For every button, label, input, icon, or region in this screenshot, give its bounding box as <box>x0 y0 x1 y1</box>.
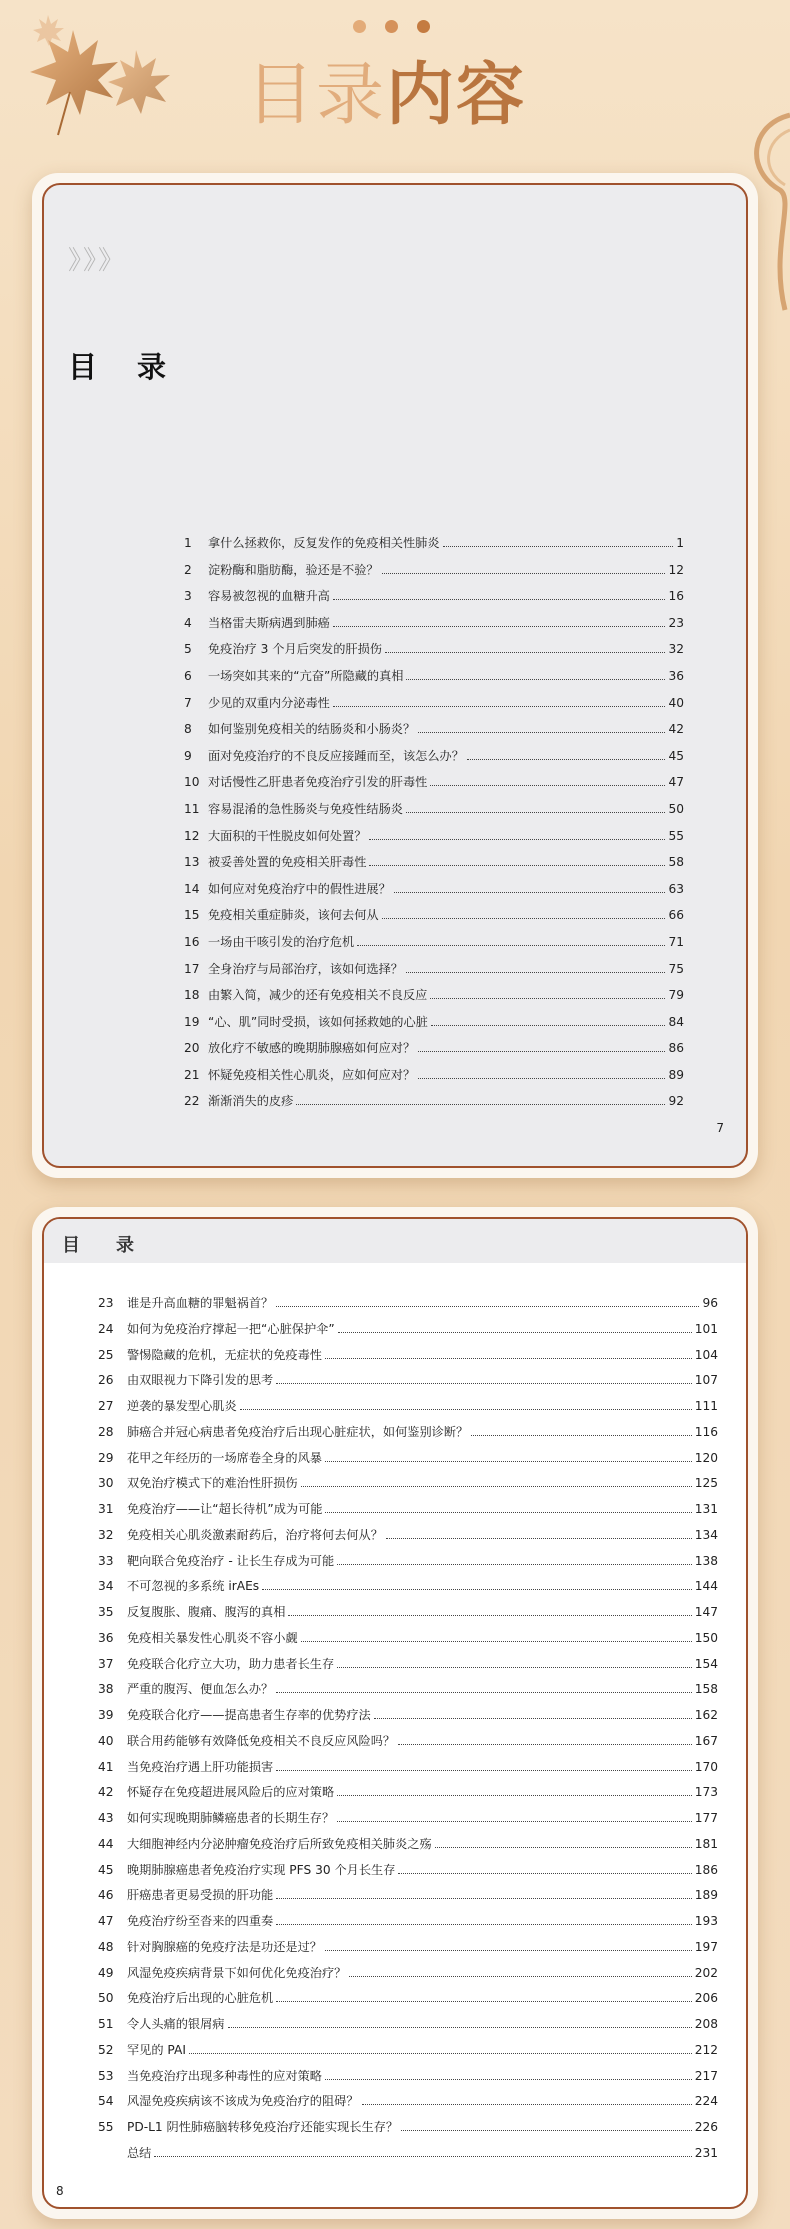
toc-entry-number: 28 <box>98 1424 114 1439</box>
toc-entry-title: 针对胸腺癌的免疫疗法是功还是过？ <box>127 1939 322 1954</box>
toc-entry-title: 不可忽视的多系统 irAEs <box>127 1579 260 1594</box>
toc-entry[interactable] <box>98 1832 718 1858</box>
toc-entry[interactable] <box>184 557 684 584</box>
toc-entry-title: 免疫联合化疗——提高患者生存率的优势疗法 <box>127 1708 371 1722</box>
toc-entry-number: 44 <box>98 1836 114 1851</box>
toc-entry-page: 12 <box>668 562 684 577</box>
toc-entry-title: 当免疫治疗遇上肝功能损害 <box>127 1759 274 1774</box>
toc-entry-page: 125 <box>694 1476 718 1491</box>
toc-entry-number: 14 <box>184 881 200 896</box>
toc-entry-page: 147 <box>694 1605 718 1619</box>
toc-list <box>98 1291 718 2167</box>
toc-entry-page: 55 <box>668 828 684 843</box>
toc-entry-title: 肺癌合并冠心病患者免疫治疗后出现心脏症状，如何鉴别诊断？ <box>127 1424 469 1439</box>
toc-entry-number: 1 <box>184 536 192 550</box>
toc-entry-page: 89 <box>668 1067 684 1082</box>
toc-entry[interactable] <box>184 956 684 983</box>
toc-entry[interactable] <box>98 2038 718 2064</box>
toc-entry-number: 35 <box>98 1605 114 1619</box>
toc-leader-dots <box>337 1667 692 1668</box>
toc-entry-page: 177 <box>694 1811 718 1825</box>
toc-entry-page: 167 <box>694 1733 718 1748</box>
toc-leader-dots <box>228 2027 692 2028</box>
toc-entry-title: 总结 <box>127 2145 152 2160</box>
toc-entry-number: 52 <box>98 2042 114 2057</box>
toc-entry-page: 40 <box>668 695 684 710</box>
toc-leader-dots <box>338 1332 692 1333</box>
toc-list <box>184 530 684 1115</box>
toc-entry-number: 45 <box>98 1862 114 1877</box>
toc-leader-dots <box>385 652 666 653</box>
toc-leader-dots <box>301 1486 692 1487</box>
toc-entry[interactable] <box>98 1497 718 1523</box>
toc-leader-dots <box>276 1770 691 1771</box>
toc-entry[interactable] <box>184 690 684 717</box>
toc-entry-title: 肝癌患者更易受损的肝功能 <box>127 1888 274 1903</box>
toc-entry-page: 202 <box>694 1965 718 1980</box>
toc-entry[interactable] <box>98 1935 718 1961</box>
toc-leader-dots <box>430 998 665 999</box>
toc-entry-page: 134 <box>694 1527 718 1542</box>
toc-entry-number: 36 <box>98 1630 114 1645</box>
toc-entry-page: 217 <box>694 2068 718 2083</box>
toc-title: 目录 <box>62 1235 170 1256</box>
toc-entry[interactable] <box>98 1961 718 1987</box>
chevron-decoration-icon: 》》》 <box>68 246 127 276</box>
toc-entry[interactable] <box>184 823 684 850</box>
toc-leader-dots <box>467 759 666 760</box>
toc-leader-dots <box>262 1589 692 1590</box>
toc-entry-page: 162 <box>694 1708 718 1722</box>
toc-entry[interactable] <box>98 1703 718 1729</box>
toc-entry-page: 107 <box>694 1373 718 1388</box>
toc-entry-title: 靶向联合免疫治疗 - 让长生存成为可能 <box>127 1553 335 1568</box>
toc-entry-title: 大面积的干性脱皮如何处置？ <box>208 828 367 843</box>
toc-entry[interactable] <box>184 982 684 1009</box>
toc-entry-page: 66 <box>668 908 684 923</box>
toc-entry-number: 24 <box>98 1321 114 1336</box>
toc-entry-page: 150 <box>694 1630 718 1645</box>
toc-entry-title: 严重的腹泻、便血怎么办？ <box>127 1682 274 1697</box>
toc-entry-page: 181 <box>694 1836 718 1851</box>
toc-entry[interactable] <box>98 1394 718 1420</box>
toc-entry-number: 48 <box>98 1939 114 1954</box>
toc-entry[interactable] <box>98 1446 718 1472</box>
toc-leader-dots <box>406 812 665 813</box>
toc-leader-dots <box>337 1821 692 1822</box>
toc-entry-number: 55 <box>98 2120 114 2134</box>
toc-entry[interactable] <box>184 1088 684 1115</box>
toc-leader-dots <box>276 1306 699 1307</box>
toc-entry-title: 免疫治疗纷至沓来的四重奏 <box>127 1914 274 1928</box>
toc-leader-dots <box>369 865 665 866</box>
toc-leader-dots <box>154 2156 691 2157</box>
toc-entry-title: 如何为免疫治疗撑起一把“心脏保护伞” <box>127 1321 335 1336</box>
toc-leader-dots <box>418 1051 665 1052</box>
toc-entry-title: 风湿免疫疾病该不该成为免疫治疗的阻碍？ <box>127 2094 359 2109</box>
toc-leader-dots <box>276 1383 691 1384</box>
toc-entry-title: 淀粉酶和脂肪酶，验还是不验？ <box>208 562 379 577</box>
toc-entry-number: 23 <box>98 1296 114 1310</box>
toc-entry-number: 46 <box>98 1888 114 1903</box>
toc-entry-page: 84 <box>668 1014 684 1029</box>
toc-entry-number: 27 <box>98 1399 114 1413</box>
toc-entry-title: 一场突如其来的“亢奋”所隐藏的真相 <box>208 668 404 683</box>
toc-entry[interactable] <box>184 1035 684 1062</box>
toc-leader-dots <box>349 1976 691 1977</box>
toc-entry-page: 23 <box>668 615 684 630</box>
toc-entry-page: 101 <box>694 1321 718 1336</box>
toc-entry-page: 186 <box>694 1862 718 1877</box>
toc-entry-title: 罕见的 PAI <box>127 2042 186 2057</box>
toc-entry[interactable] <box>98 1677 718 1703</box>
toc-entry-number: 18 <box>184 988 200 1003</box>
toc-entry-number: 7 <box>184 695 192 710</box>
toc-entry[interactable] <box>98 1652 718 1678</box>
toc-entry[interactable] <box>98 1626 718 1652</box>
toc-entry-title: 少见的双重内分泌毒性 <box>208 695 330 710</box>
toc-entry-number: 31 <box>98 1502 114 1516</box>
toc-leader-dots <box>443 546 674 547</box>
toc-entry-number: 50 <box>98 1991 114 2006</box>
toc-entry-title: 免疫治疗——让“超长待机”成为可能 <box>127 1502 323 1516</box>
toc-entry-page: 47 <box>668 775 684 790</box>
toc-entry-page: 71 <box>668 934 684 949</box>
toc-entry-page: 92 <box>668 1094 684 1109</box>
decorative-dots <box>353 20 430 33</box>
toc-leader-dots <box>398 1744 692 1745</box>
toc-header-band <box>44 1219 746 1263</box>
toc-leader-dots <box>406 679 665 680</box>
toc-entry[interactable] <box>98 1471 718 1497</box>
toc-entry-title: 免疫相关重症肺炎，该何去何从 <box>208 908 379 923</box>
toc-entry-page: 42 <box>668 722 684 737</box>
toc-entry-number: 11 <box>184 801 200 816</box>
toc-entry[interactable] <box>184 663 684 690</box>
toc-entry-number: 37 <box>98 1656 114 1671</box>
toc-entry-title: 花甲之年经历的一场席卷全身的风暴 <box>127 1450 322 1465</box>
toc-leader-dots <box>325 1950 692 1951</box>
toc-entry-number: 10 <box>184 775 200 790</box>
page-number: 8 <box>56 2184 64 2198</box>
toc-leader-dots <box>418 1078 665 1079</box>
toc-entry-title: 由双眼视力下降引发的思考 <box>127 1373 274 1388</box>
page-header <box>0 0 790 170</box>
toc-entry-page: 120 <box>694 1450 718 1465</box>
toc-entry-title: 双免治疗模式下的难治性肝损伤 <box>127 1476 298 1491</box>
toc-entry-number: 54 <box>98 2094 114 2109</box>
toc-entry[interactable] <box>98 1317 718 1343</box>
toc-entry-page: 58 <box>668 855 684 870</box>
toc-leader-dots <box>325 1358 692 1359</box>
toc-leader-dots <box>276 1898 691 1899</box>
toc-entry[interactable] <box>98 1420 718 1446</box>
toc-entry-page: 16 <box>668 589 684 604</box>
toc-entry-title: 谁是升高血糖的罪魁祸首？ <box>127 1296 274 1310</box>
toc-leader-dots <box>394 892 666 893</box>
toc-leader-dots <box>382 918 666 919</box>
toc-entry-number: 49 <box>98 1965 114 1980</box>
toc-entry-page: 75 <box>668 961 684 976</box>
toc-entry-page: 154 <box>694 1656 718 1671</box>
toc-entry-page: 45 <box>668 748 684 763</box>
toc-entry-page: 32 <box>668 642 684 657</box>
page-heading <box>246 56 527 135</box>
toc-entry-title: 免疫治疗后出现的心脏危机 <box>127 1991 274 2006</box>
toc-entry-number: 41 <box>98 1759 114 1774</box>
toc-page-1 <box>42 183 748 1168</box>
toc-entry-title: 容易被忽视的血糖升高 <box>208 589 330 604</box>
toc-entry-number: 8 <box>184 722 192 737</box>
toc-entry-page: 224 <box>694 2094 718 2109</box>
toc-leader-dots <box>276 2001 691 2002</box>
toc-entry-page: 173 <box>694 1785 718 1800</box>
toc-leader-dots <box>276 1692 691 1693</box>
toc-entry-page: 63 <box>668 881 684 896</box>
toc-entry[interactable] <box>98 1343 718 1369</box>
toc-leader-dots <box>301 1641 692 1642</box>
toc-leader-dots <box>325 1461 692 1462</box>
toc-entry[interactable] <box>184 849 684 876</box>
toc-leader-dots <box>288 1615 691 1616</box>
toc-entry[interactable] <box>184 610 684 637</box>
toc-leader-dots <box>471 1435 691 1436</box>
toc-entry-number: 40 <box>98 1733 114 1748</box>
toc-entry-number: 43 <box>98 1811 114 1825</box>
toc-leader-dots <box>325 1512 691 1513</box>
toc-entry-number: 19 <box>184 1014 200 1029</box>
toc-entry-title: 如何鉴别免疫相关的结肠炎和小肠炎？ <box>208 722 416 737</box>
toc-entry[interactable] <box>98 1858 718 1884</box>
toc-entry-page: 50 <box>668 801 684 816</box>
toc-entry-title: 晚期肺腺癌患者免疫治疗实现 PFS 30 个月长生存 <box>127 1862 396 1877</box>
toc-entry[interactable] <box>98 2012 718 2038</box>
toc-entry-page: 212 <box>694 2042 718 2057</box>
toc-entry-title: 全身治疗与局部治疗，该如何选择？ <box>208 961 403 976</box>
toc-entry[interactable] <box>98 2115 718 2141</box>
toc-entry-number: 12 <box>184 828 200 843</box>
toc-leader-dots <box>430 785 665 786</box>
toc-entry-number: 13 <box>184 855 200 870</box>
toc-leader-dots <box>406 972 665 973</box>
toc-leader-dots <box>240 1409 692 1410</box>
toc-leader-dots <box>333 626 666 627</box>
toc-entry-title: 一场由干咳引发的治疗危机 <box>208 934 355 949</box>
toc-entry[interactable] <box>98 1523 718 1549</box>
heading-bold-text: 内容 <box>386 56 527 135</box>
toc-entry[interactable] <box>98 1909 718 1935</box>
toc-entry[interactable] <box>98 1574 718 1600</box>
toc-entry-title: “心、肌”同时受损，该如何拯救她的心脏 <box>208 1014 428 1029</box>
toc-entry-title: PD-L1 阴性肺癌脑转移免疫治疗还能实现长生存？ <box>127 2120 399 2134</box>
toc-entry[interactable] <box>184 530 684 557</box>
toc-entry-title: 免疫相关心肌炎激素耐药后，治疗将何去何从？ <box>127 1527 383 1542</box>
toc-entry[interactable] <box>184 743 684 770</box>
toc-entry-number: 17 <box>184 961 200 976</box>
toc-entry-number: 22 <box>184 1094 200 1109</box>
toc-leader-dots <box>431 1025 666 1026</box>
toc-entry-title: 放化疗不敏感的晚期肺腺癌如何应对？ <box>208 1041 416 1056</box>
toc-entry-number: 25 <box>98 1347 114 1362</box>
toc-entry-title: 令人头痛的银屑病 <box>127 2017 225 2031</box>
toc-entry-page: 96 <box>702 1296 718 1310</box>
toc-leader-dots <box>333 706 666 707</box>
toc-entry[interactable] <box>98 1368 718 1394</box>
toc-entry-title: 联合用药能够有效降低免疫相关不良反应风险吗？ <box>127 1733 396 1748</box>
toc-entry-page: 116 <box>694 1424 718 1439</box>
toc-entry[interactable] <box>184 929 684 956</box>
toc-entry-title: 对话慢性乙肝患者免疫治疗引发的肝毒性 <box>208 775 428 790</box>
toc-title: 目录 <box>68 350 207 384</box>
toc-entry-title: 如何应对免疫治疗中的假性进展？ <box>208 881 391 896</box>
toc-entry-page: 36 <box>668 668 684 683</box>
toc-entry-title: 面对免疫治疗的不良反应接踵而至，该怎么办？ <box>208 748 464 763</box>
toc-entry-title: 拿什么拯救你，反复发作的免疫相关性肺炎 <box>208 536 440 550</box>
toc-entry-title: 容易混淆的急性肠炎与免疫性结肠炎 <box>208 801 403 816</box>
toc-page-card-1 <box>32 173 758 1178</box>
toc-page-card-2 <box>32 1207 758 2219</box>
toc-entry[interactable] <box>184 796 684 823</box>
toc-entry-number: 16 <box>184 934 200 949</box>
toc-entry-page: 79 <box>668 988 684 1003</box>
toc-leader-dots <box>362 2104 692 2105</box>
toc-entry[interactable] <box>98 2089 718 2115</box>
toc-entry-number: 9 <box>184 748 192 763</box>
toc-entry[interactable] <box>98 1780 718 1806</box>
toc-leader-dots <box>401 2130 692 2131</box>
toc-entry-number: 26 <box>98 1373 114 1388</box>
toc-entry-number: 15 <box>184 908 200 923</box>
toc-entry[interactable] <box>184 636 684 663</box>
toc-leader-dots <box>386 1538 692 1539</box>
toc-entry-page: 206 <box>694 1991 718 2006</box>
toc-entry-number: 29 <box>98 1450 114 1465</box>
toc-leader-dots <box>337 1564 692 1565</box>
maple-leaf-icon <box>18 10 178 140</box>
toc-entry-page: 226 <box>694 2120 718 2134</box>
toc-entry-title: 怀疑免疫相关性心肌炎，应如何应对？ <box>208 1067 416 1082</box>
toc-entry-page: 104 <box>694 1347 718 1362</box>
toc-entry-page: 144 <box>694 1579 718 1594</box>
toc-leader-dots <box>398 1873 691 1874</box>
toc-entry-page: 138 <box>694 1553 718 1568</box>
toc-entry-page: 193 <box>694 1914 718 1928</box>
toc-entry[interactable] <box>98 1883 718 1909</box>
toc-entry-title: 渐渐消失的皮疹 <box>208 1094 294 1109</box>
toc-leader-dots <box>382 573 666 574</box>
toc-entry-title: 免疫治疗 3 个月后突发的肝损伤 <box>208 642 382 657</box>
toc-entry-number: 6 <box>184 668 192 683</box>
toc-entry-page: 86 <box>668 1041 684 1056</box>
toc-entry-title: 被妥善处置的免疫相关肝毒性 <box>208 855 367 870</box>
toc-entry-title: 免疫相关暴发性心肌炎不容小觑 <box>127 1630 298 1645</box>
toc-entry-number: 38 <box>98 1682 114 1697</box>
toc-entry-number: 4 <box>184 615 192 630</box>
toc-entry-page: 197 <box>694 1939 718 1954</box>
toc-entry-number: 42 <box>98 1785 114 1800</box>
heading-light-text: 目录 <box>246 56 387 135</box>
toc-entry-title: 警惕隐藏的危机，无症状的免疫毒性 <box>127 1347 322 1362</box>
toc-leader-dots <box>369 839 665 840</box>
toc-entry[interactable] <box>184 1062 684 1089</box>
toc-entry-page: 158 <box>694 1682 718 1697</box>
toc-entry-number: 3 <box>184 589 192 604</box>
toc-entry-title: 逆袭的暴发型心肌炎 <box>127 1399 237 1413</box>
toc-entry[interactable] <box>184 902 684 929</box>
page-number: 7 <box>716 1121 724 1135</box>
toc-entry[interactable] <box>184 876 684 903</box>
toc-entry-title: 免疫联合化疗立大功，助力患者长生存 <box>127 1656 335 1671</box>
toc-entry-number: 53 <box>98 2068 114 2083</box>
toc-entry-number: 47 <box>98 1914 114 1928</box>
toc-entry-number: 2 <box>184 562 192 577</box>
toc-entry-number: 21 <box>184 1067 200 1082</box>
toc-entry-page: 208 <box>694 2017 718 2031</box>
toc-entry-number: 51 <box>98 2017 114 2031</box>
toc-entry-title: 风湿免疫疾病背景下如何优化免疫治疗？ <box>127 1965 347 1980</box>
toc-entry[interactable] <box>184 1009 684 1036</box>
toc-entry-number: 39 <box>98 1708 114 1722</box>
toc-entry[interactable] <box>184 769 684 796</box>
toc-entry-page: 1 <box>676 536 684 550</box>
toc-leader-dots <box>435 1847 692 1848</box>
toc-leader-dots <box>296 1104 665 1105</box>
toc-entry[interactable] <box>98 1806 718 1832</box>
toc-entry[interactable] <box>98 1549 718 1575</box>
toc-entry-title: 怀疑存在免疫超进展风险后的应对策略 <box>127 1785 335 1800</box>
toc-entry-number: 34 <box>98 1579 114 1594</box>
toc-entry-page: 131 <box>694 1502 718 1516</box>
toc-leader-dots <box>337 1795 692 1796</box>
toc-entry-number: 33 <box>98 1553 114 1568</box>
toc-leader-dots <box>276 1924 691 1925</box>
toc-leader-dots <box>189 2053 692 2054</box>
toc-entry-title: 当免疫治疗出现多种毒性的应对策略 <box>127 2068 322 2083</box>
toc-entry-title: 反复腹胀、腹痛、腹泻的真相 <box>127 1605 286 1619</box>
toc-leader-dots <box>333 599 666 600</box>
toc-entry[interactable] <box>98 1291 718 1317</box>
toc-entry-number: 32 <box>98 1527 114 1542</box>
toc-page-2 <box>42 1217 748 2209</box>
toc-entry-number: 30 <box>98 1476 114 1491</box>
toc-entry[interactable] <box>184 716 684 743</box>
toc-leader-dots <box>418 732 665 733</box>
toc-entry[interactable] <box>98 1755 718 1781</box>
toc-entry-page: 170 <box>694 1759 718 1774</box>
toc-entry-page: 111 <box>694 1399 718 1413</box>
toc-entry-title: 由繁入简，减少的还有免疫相关不良反应 <box>208 988 428 1003</box>
toc-entry-number: 5 <box>184 642 192 657</box>
toc-entry[interactable] <box>98 2141 718 2167</box>
toc-entry-page: 189 <box>694 1888 718 1903</box>
toc-entry-page: 231 <box>694 2145 718 2160</box>
toc-entry-title: 大细胞神经内分泌肿瘤免疫治疗后所致免疫相关肺炎之殇 <box>127 1836 432 1851</box>
toc-entry-title: 当格雷夫斯病遇到肺癌 <box>208 615 330 630</box>
toc-entry[interactable] <box>184 583 684 610</box>
toc-leader-dots <box>357 945 665 946</box>
toc-entry[interactable] <box>98 2064 718 2090</box>
toc-leader-dots <box>325 2079 692 2080</box>
toc-entry[interactable] <box>98 1729 718 1755</box>
toc-entry[interactable] <box>98 1600 718 1626</box>
toc-entry[interactable] <box>98 1986 718 2012</box>
toc-entry-number: 20 <box>184 1041 200 1056</box>
toc-leader-dots <box>374 1718 692 1719</box>
toc-entry-title: 如何实现晚期肺鳞癌患者的长期生存？ <box>127 1811 335 1825</box>
